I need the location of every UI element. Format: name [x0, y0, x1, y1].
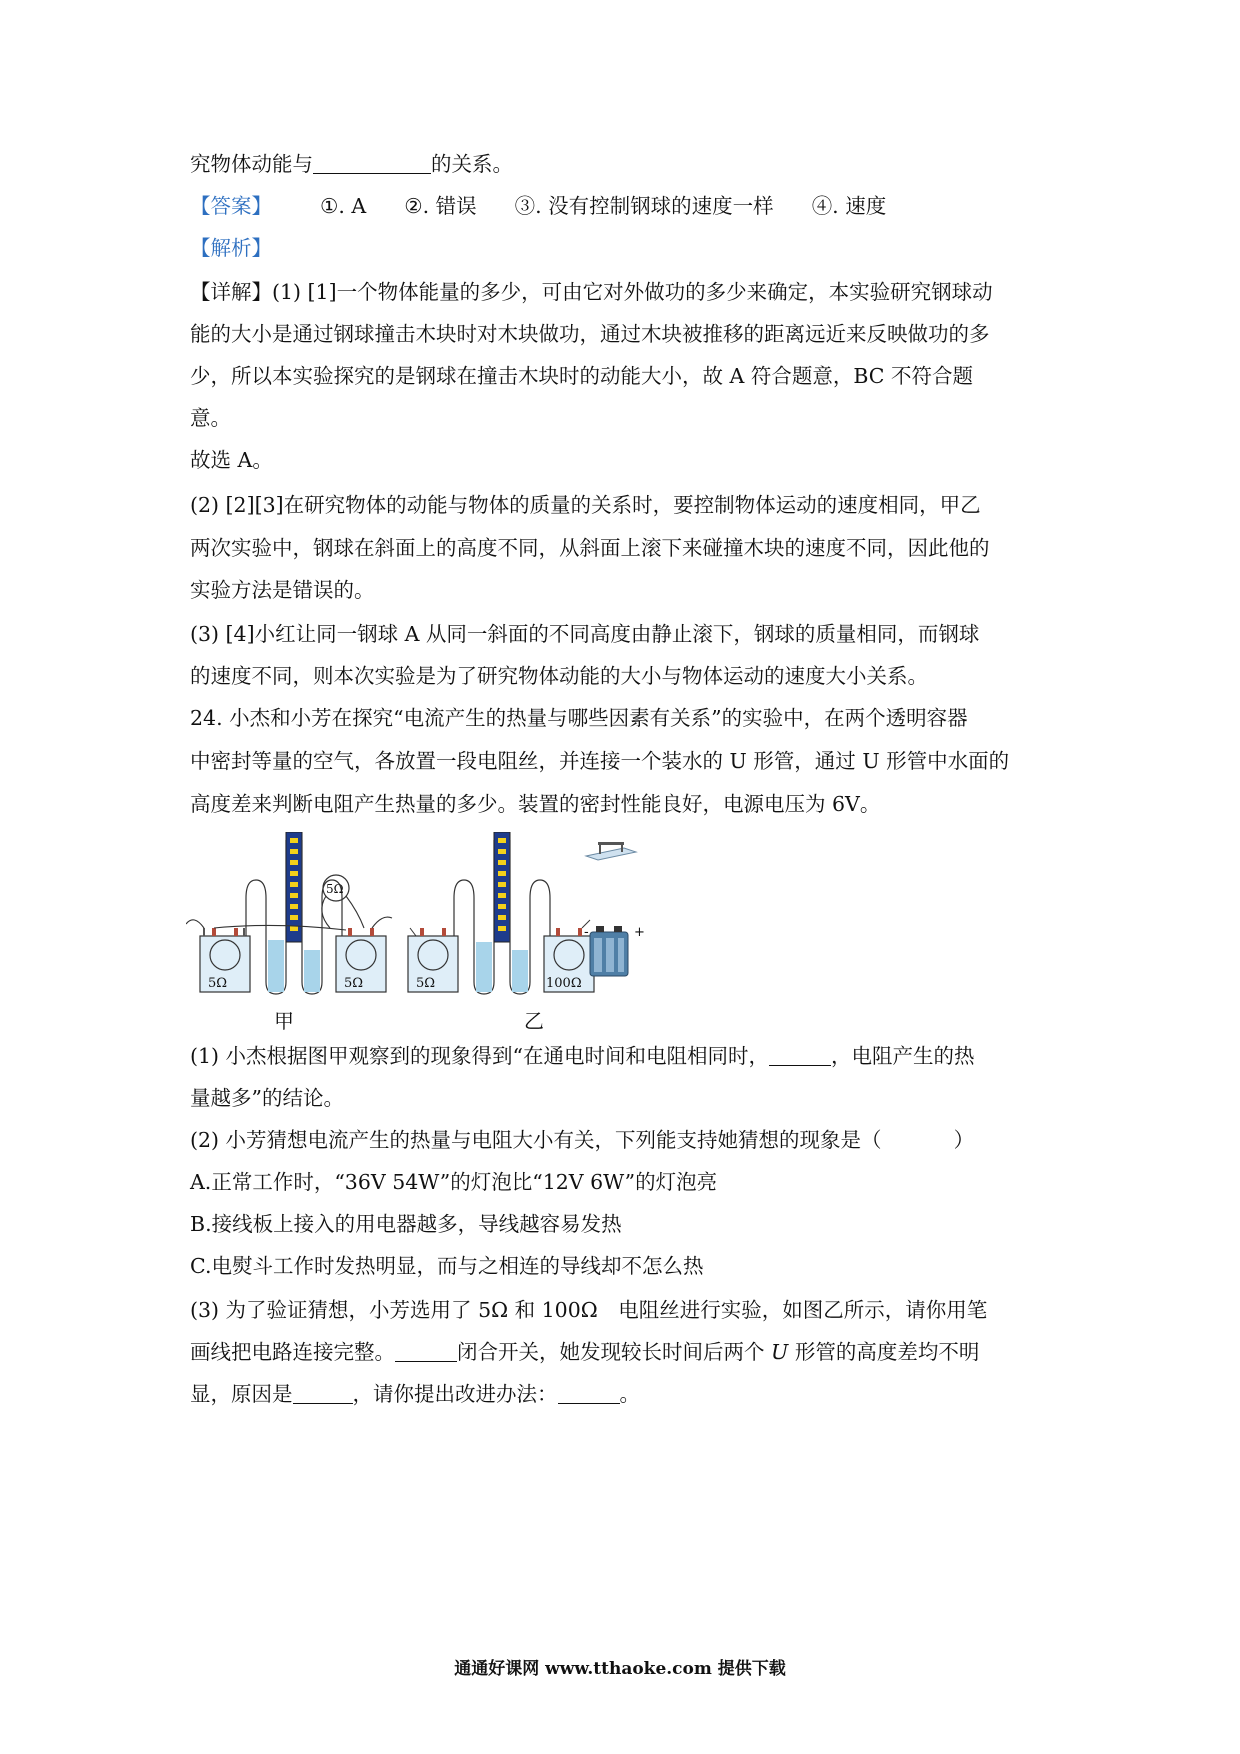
detail-line-7: 两次实验中，钢球在斜面上的高度不同，从斜面上滚下来碰撞木块的速度不同，因此他的 [190, 536, 990, 560]
question-24-line-1: 24. 小杰和小芳在探究“电流产生的热量与哪些因素有关系”的实验中，在两个透明容器 [190, 706, 968, 730]
detail-line-9: (3) [4]小红让同一钢球 A 从同一斜面的不同高度由静止滚下，钢球的质量相同，而钢球 [190, 622, 980, 646]
answer-3: ③. 没有控制钢球的速度一样 [514, 194, 774, 218]
battery-icon [584, 925, 645, 976]
svg-text:-: - [584, 925, 589, 940]
detail-line-5: 故选 A。 [190, 448, 273, 472]
detail-line-1: 【详解】(1) [1]一个物体能量的多少，可由它对外做功的多少来确定，本实验研究钢球动 [190, 280, 993, 304]
answer-tag: 【答案】 [190, 194, 272, 218]
sub-question-1-line-2: 量越多”的结论。 [190, 1086, 344, 1110]
experiment-figure [186, 832, 666, 1036]
svg-text:5Ω: 5Ω [326, 882, 344, 896]
question-24-line-2: 中密封等量的空气，各放置一段电阻丝，并连接一个装水的 U 形管，通过 U 形管中水面的 [190, 749, 1010, 773]
detail-line-10: 的速度不同，则本次实验是为了研究物体动能的大小与物体运动的速度大小关系。 [190, 664, 928, 688]
answer-blank [313, 155, 431, 174]
label-yi: 乙 [524, 1009, 544, 1032]
sub-question-1-line-1: (1) 小杰根据图甲观察到的现象得到“在通电时间和电阻相同时， ，电阻产生的热 [190, 1044, 975, 1068]
blank-1 [769, 1047, 831, 1066]
answer-2: ②. 错误 [404, 194, 477, 218]
jia-resistor-left: 5Ω [208, 976, 228, 991]
detail-line-4: 意。 [190, 406, 231, 430]
label-jia: 甲 [274, 1009, 294, 1032]
blank-4 [558, 1385, 620, 1404]
blank-2 [395, 1343, 457, 1362]
sub-question-3-line-3: 显，原因是 ，请你提出改进办法： 。 [190, 1382, 640, 1406]
yi-resistor-right: 100Ω [546, 976, 582, 991]
footer-credit: 通通好课网 www.tthaoke.com 提供下载 [454, 1659, 786, 1679]
sub-question-2: (2) 小芳猜想电流产生的热量与电阻大小有关，下列能支持她猜想的现象是（ ） [190, 1128, 975, 1152]
svg-text:+: + [634, 925, 645, 940]
answer-4: ④. 速度 [811, 194, 887, 218]
line-1: 究物体动能与 的关系。 [190, 152, 513, 176]
sub-question-3-line-2: 画线把电路连接完整。 闭合开关，她发现较长时间后两个 U 形管的高度差均不明 [190, 1340, 980, 1364]
option-b: B.接线板上接入的用电器越多，导线越容易发热 [190, 1212, 622, 1236]
jia-resistor-right: 5Ω [344, 976, 364, 991]
switch-icon [586, 842, 636, 860]
analysis-tag: 【解析】 [190, 236, 272, 260]
detail-line-3: 少，所以本实验探究的是钢球在撞击木块时的动能大小，故 A 符合题意，BC 不符合题 [190, 364, 973, 388]
option-c: C.电熨斗工作时发热明显，而与之相连的导线却不怎么热 [190, 1254, 704, 1278]
detail-line-2: 能的大小是通过钢球撞击木块时对木块做功，通过木块被推移的距离远近来反映做功的多 [190, 322, 990, 346]
detail-line-8: 实验方法是错误的。 [190, 578, 375, 602]
detail-line-6: (2) [2][3]在研究物体的动能与物体的质量的关系时，要控制物体运动的速度相同，甲乙 [190, 493, 981, 517]
blank-3 [293, 1385, 353, 1404]
answer-1: ①. A [320, 194, 367, 218]
yi-resistor-left: 5Ω [416, 976, 436, 991]
answer-line [190, 196, 886, 217]
question-24-line-3: 高度差来判断电阻产生热量的多少。装置的密封性能良好，电源电压为 6V。 [190, 792, 881, 816]
sub-question-3-line-1: (3) 为了验证猜想，小芳选用了 5Ω 和 100Ω 电阻丝进行实验，如图乙所示，请你用笔 [190, 1298, 988, 1322]
option-a: A.正常工作时，“36V 54W”的灯泡比“12V 6W”的灯泡亮 [190, 1170, 718, 1194]
